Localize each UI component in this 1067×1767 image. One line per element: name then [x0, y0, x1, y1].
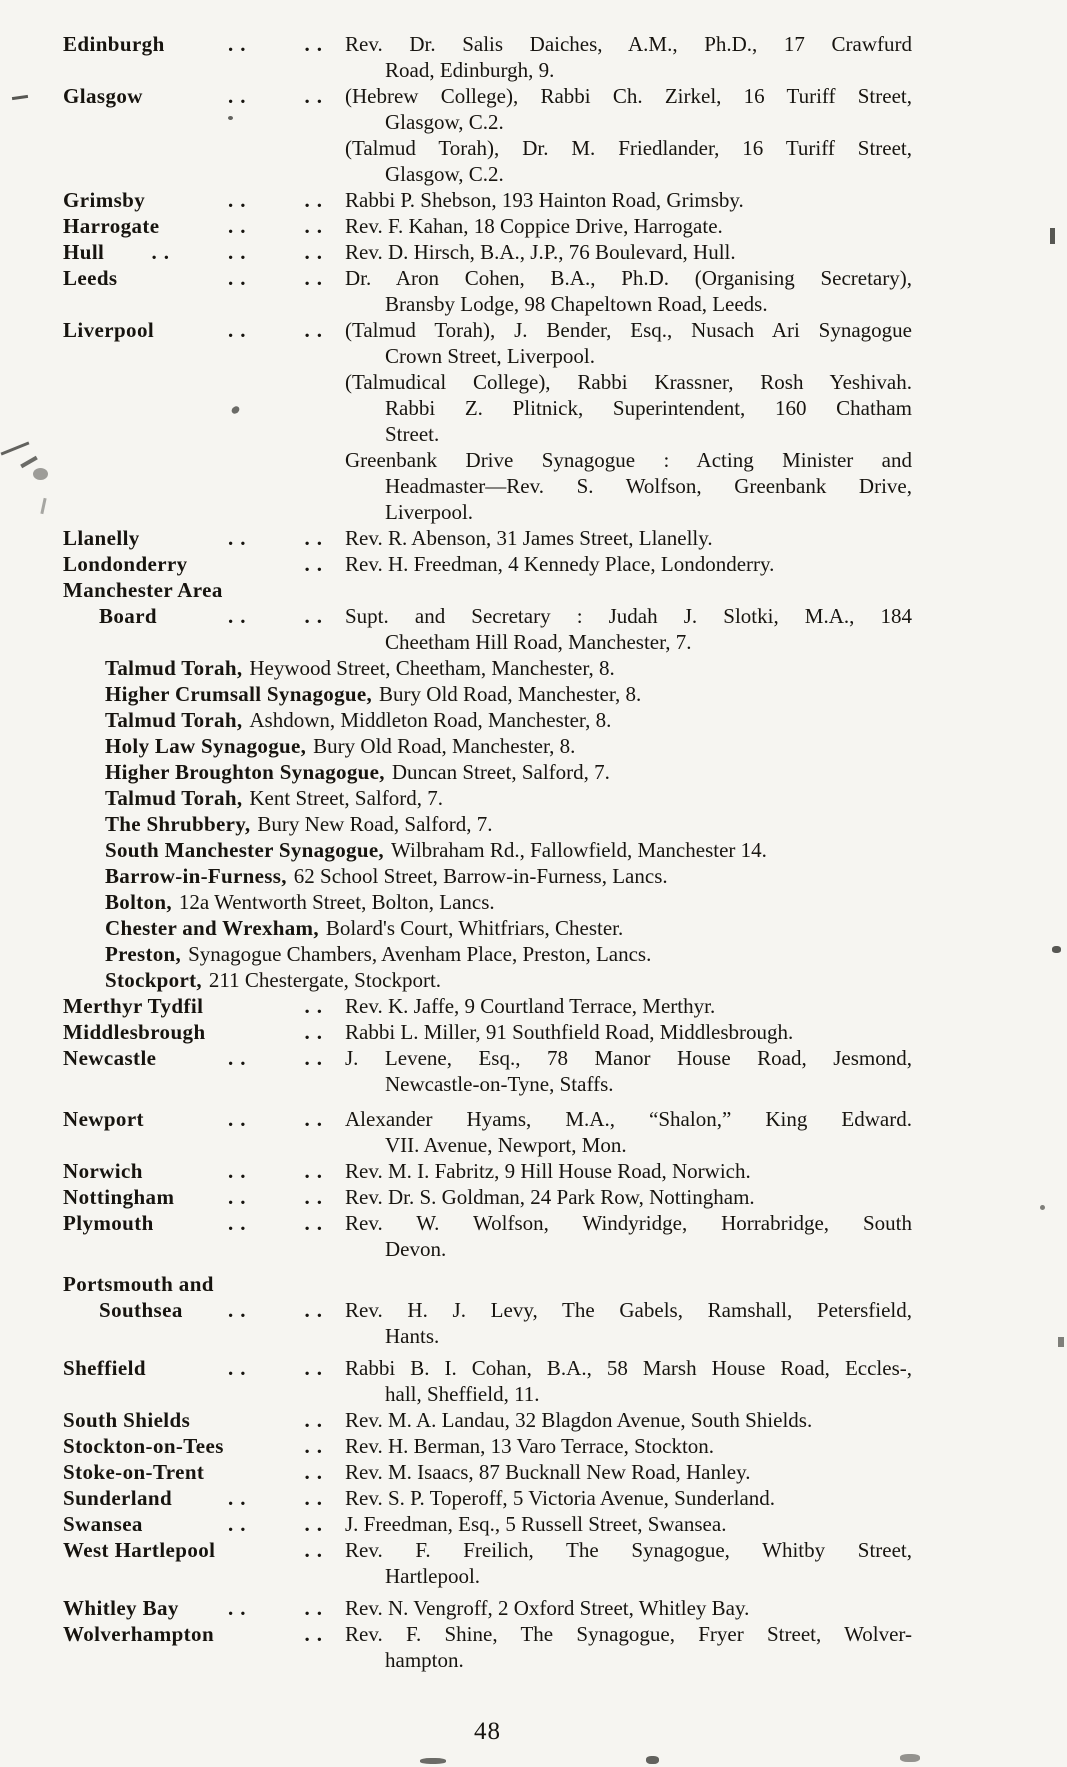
entry-detail-cell: [345, 1106, 912, 1158]
scan-artifact: [1040, 1205, 1045, 1210]
leader-dot-pair: ..: [304, 1596, 329, 1620]
directory-entry: [63, 187, 912, 213]
leader-dots: [143, 1511, 345, 1537]
scan-artifact: [1052, 946, 1061, 953]
leader-dots: [179, 1595, 345, 1621]
subentry-address: Bury New Road, Salford, 7.: [257, 812, 493, 836]
leader-dot-pair: ..: [304, 188, 329, 212]
town-name: Llanelly: [63, 526, 140, 550]
leader-dot-pair: ..: [304, 1538, 329, 1562]
town-name: Leeds: [63, 266, 118, 290]
leader-dot-pair: ..: [228, 1512, 253, 1536]
leader-dots: [145, 187, 345, 213]
leader-dot-pair: ..: [228, 604, 253, 628]
leader-dot-pair: ..: [228, 1596, 253, 1620]
directory-subentry: [63, 785, 912, 811]
subentry-address: 62 School Street, Barrow-in-Furness, Lancs.: [293, 864, 668, 888]
entry-detail-cell: [345, 1045, 912, 1097]
town-name: Nottingham: [63, 1185, 175, 1209]
directory-entry: [63, 1271, 912, 1349]
subentry-address: Synagogue Chambers, Avenham Place, Preston, Lancs.: [188, 942, 652, 966]
leader-dots: [174, 1184, 345, 1210]
entry-town-cell: [63, 1158, 345, 1184]
leader-dots: [172, 1485, 345, 1511]
town-name: Edinburgh: [63, 32, 165, 56]
entry-detail-cell: [345, 1485, 912, 1511]
detail-line: Greenbank Drive Synagogue : Acting Minister and: [345, 448, 912, 472]
entry-town-cell: [63, 1355, 345, 1381]
leader-dot-pair: ..: [228, 84, 253, 108]
town-name: Merthyr Tydfil: [63, 994, 204, 1018]
entry-detail-cell: [345, 1184, 912, 1210]
subentry-address: Bury Old Road, Manchester, 8.: [313, 734, 576, 758]
town-name: Whitley Bay: [63, 1596, 179, 1620]
directory-entry: [63, 1045, 912, 1097]
directory-entry: [63, 1459, 912, 1485]
subentry-name: Barrow-in-Furness,: [105, 864, 287, 888]
entry-town-cell: [63, 31, 345, 57]
directory-entry: [63, 993, 912, 1019]
detail-line: Rabbi P. Shebson, 193 Hainton Road, Grimsby.: [345, 188, 744, 212]
town-name: Liverpool: [63, 318, 155, 342]
leader-dots: [143, 83, 345, 109]
detail-line: Rev. H. J. Levy, The Gabels, Ramshall, Petersfield,: [345, 1298, 912, 1322]
scan-artifact: [900, 1754, 920, 1762]
detail-line: Rabbi B. I. Cohan, B.A., 58 Marsh House Road, Eccles-,: [345, 1356, 912, 1380]
entry-detail-cell: [345, 577, 912, 655]
detail-line: Street.: [385, 422, 440, 446]
detail-line: Hants.: [385, 1324, 440, 1348]
directory-entry: [63, 525, 912, 551]
town-name: Swansea: [63, 1512, 143, 1536]
detail-line: Rev. H. Berman, 13 Varo Terrace, Stockton.: [345, 1434, 715, 1458]
subentry-name: Stockport,: [105, 968, 202, 992]
leader-dots: [204, 1459, 345, 1485]
subentry-address: 12a Wentworth Street, Bolton, Lancs.: [178, 890, 495, 914]
entry-town-cell: [63, 1459, 345, 1485]
detail-line: Rev. S. P. Toperoff, 5 Victoria Avenue, Sunderland.: [345, 1486, 776, 1510]
subentry-name: Talmud Torah,: [105, 786, 243, 810]
entry-detail-cell: [345, 1158, 912, 1184]
detail-line: Hartlepool.: [385, 1564, 481, 1588]
subentry-address: Duncan Street, Salford, 7.: [391, 760, 610, 784]
page-number: 48: [474, 1718, 501, 1745]
leader-dot-pair: ..: [228, 188, 253, 212]
entry-town-cell: [63, 577, 345, 629]
leader-dot-pair: ..: [304, 1486, 329, 1510]
leader-dots: [118, 265, 346, 291]
entry-detail-cell: [345, 993, 912, 1019]
directory-subentry: [63, 915, 912, 941]
town-name: Manchester Area: [63, 578, 223, 602]
directory-entry: [63, 83, 912, 187]
town-name: Board: [99, 604, 158, 628]
entry-detail-cell: [345, 525, 912, 551]
entry-town-cell: [63, 187, 345, 213]
detail-line: Liverpool.: [385, 500, 474, 524]
leader-dots: [188, 551, 345, 577]
leader-dot-pair: ..: [304, 214, 329, 238]
directory-entry: [63, 1511, 912, 1537]
entry-town-cell: [63, 993, 345, 1019]
entry-detail-cell: [345, 1621, 912, 1673]
leader-dot-pair: ..: [228, 526, 253, 550]
town-name: South Shields: [63, 1408, 191, 1432]
leader-dot-pair: ..: [228, 240, 253, 264]
town-name: Stockton-on-Tees: [63, 1434, 224, 1458]
leader-dot-pair: ..: [304, 552, 329, 576]
subentry-address: Ashdown, Middleton Road, Manchester, 8.: [249, 708, 612, 732]
leader-dots: [183, 1297, 345, 1323]
entry-town-cell: [63, 1595, 345, 1621]
subentry-name: Higher Crumsall Synagogue,: [105, 682, 373, 706]
entry-detail-cell: [345, 1537, 912, 1589]
leader-dot-pair: ..: [228, 318, 253, 342]
leader-dot-pair: ..: [304, 1185, 329, 1209]
town-name: Londonderry: [63, 552, 188, 576]
leader-dot-pair: ..: [228, 214, 253, 238]
leader-dot-pair: ..: [151, 240, 176, 264]
entry-town-cell: [63, 1019, 345, 1045]
entry-town-cell: [63, 1407, 345, 1433]
directory-entry: [63, 265, 912, 317]
directory-entry: [63, 1485, 912, 1511]
leader-dot-pair: ..: [304, 1159, 329, 1183]
leader-dot-pair: ..: [304, 1408, 329, 1432]
town-name: Newcastle: [63, 1046, 157, 1070]
entry-town-cell: [63, 1210, 345, 1236]
entry-town-cell: [63, 1537, 345, 1563]
detail-line: Rev. M. A. Landau, 32 Blagdon Avenue, South Shields.: [345, 1408, 813, 1432]
scan-artifact: [646, 1756, 659, 1764]
directory-entry: [63, 1019, 912, 1045]
directory-entry: [63, 239, 912, 265]
directory-entry: [63, 317, 912, 525]
entry-detail-cell: [345, 1271, 912, 1349]
leader-dot-pair: ..: [228, 266, 253, 290]
detail-line: hampton.: [385, 1648, 464, 1672]
leader-dot-pair: ..: [304, 1107, 329, 1131]
directory-entry: [63, 1355, 912, 1407]
detail-line: Rev. Dr. Salis Daiches, A.M., Ph.D., 17 Crawfurd: [345, 32, 912, 56]
leader-dots: [215, 1537, 345, 1563]
leader-dots: [165, 31, 345, 57]
leader-dots: [146, 1355, 345, 1381]
leader-dot-pair: ..: [228, 1107, 253, 1131]
entry-detail-cell: [345, 239, 912, 265]
leader-dot-pair: ..: [304, 240, 329, 264]
directory-subentry: [63, 707, 912, 733]
subentry-name: Preston,: [105, 942, 182, 966]
directory-entry: [63, 31, 912, 83]
entry-detail-cell: [345, 187, 912, 213]
detail-line: Rev. M. Isaacs, 87 Bucknall New Road, Hanley.: [345, 1460, 751, 1484]
directory-subentry: [63, 655, 912, 681]
subentry-name: Higher Broughton Synagogue,: [105, 760, 385, 784]
entry-detail-cell: [345, 317, 912, 525]
leader-dots: [156, 1045, 345, 1071]
entry-town-cell: [63, 1485, 345, 1511]
detail-line: Rev. M. I. Fabritz, 9 Hill House Road, Norwich.: [345, 1159, 751, 1183]
scan-artifact: [33, 468, 48, 480]
detail-line: Supt. and Secretary : Judah J. Slotki, M.A., 184: [345, 604, 912, 628]
subentry-address: Bolard's Court, Whitfriars, Chester.: [325, 916, 624, 940]
entry-town-cell: [63, 551, 345, 577]
town-name: Southsea: [99, 1298, 183, 1322]
leader-dot-pair: ..: [304, 1622, 329, 1646]
directory-subentry: [63, 941, 912, 967]
detail-line: Rev. F. Shine, The Synagogue, Fryer Street, Wolver-: [345, 1622, 912, 1646]
directory-entry: [63, 1106, 912, 1158]
detail-line: Dr. Aron Cohen, B.A., Ph.D. (Organising Secretary),: [345, 266, 912, 290]
directory-entry: [63, 1407, 912, 1433]
detail-line: Rev. Dr. S. Goldman, 24 Park Row, Nottingham.: [345, 1185, 755, 1209]
directory-subentry: [63, 681, 912, 707]
detail-line: (Talmud Torah), J. Bender, Esq., Nusach Ari Synagogue: [345, 318, 912, 342]
directory-entry: [63, 1158, 912, 1184]
directory-subentry: [63, 837, 912, 863]
town-name: Plymouth: [63, 1211, 154, 1235]
directory-entry: [63, 551, 912, 577]
detail-line: Bransby Lodge, 98 Chapeltown Road, Leeds.: [385, 292, 768, 316]
entry-detail-cell: [345, 1511, 912, 1537]
leader-dot-pair: ..: [228, 1486, 253, 1510]
town-name: Newport: [63, 1107, 144, 1131]
directory-entry: [63, 1210, 912, 1262]
leader-dots: [190, 1407, 345, 1433]
entry-town-cell: [63, 1271, 345, 1323]
detail-line: Road, Edinburgh, 9.: [385, 58, 555, 82]
entry-detail-cell: [345, 83, 912, 187]
leader-dot-pair: ..: [228, 1298, 253, 1322]
entry-detail-cell: [345, 551, 912, 577]
subentry-address: Wilbraham Rd., Fallowfield, Manchester 14.: [391, 838, 767, 862]
leader-dots: [104, 239, 345, 265]
detail-line: Glasgow, C.2.: [385, 110, 504, 134]
leader-dots: [203, 993, 345, 1019]
leader-dots: [224, 1433, 345, 1459]
detail-line: Newcastle-on-Tyne, Staffs.: [385, 1072, 614, 1096]
subentry-name: Talmud Torah,: [105, 656, 243, 680]
town-name: Grimsby: [63, 188, 146, 212]
directory-subentry: [63, 889, 912, 915]
detail-line: Rev. W. Wolfson, Windyridge, Horrabridge, South: [345, 1211, 912, 1235]
leader-dot-pair: ..: [228, 1211, 253, 1235]
entry-detail-cell: [345, 1210, 912, 1262]
town-name-line2: [63, 603, 345, 629]
leader-dots: [214, 1621, 345, 1647]
directory-entry: [63, 1184, 912, 1210]
town-name: Glasgow: [63, 84, 143, 108]
detail-line: Rev. N. Vengroff, 2 Oxford Street, Whitley Bay.: [345, 1596, 750, 1620]
entry-town-cell: [63, 239, 345, 265]
entry-detail-cell: [345, 1459, 912, 1485]
leader-dot-pair: ..: [304, 32, 329, 56]
leader-dot-pair: ..: [304, 994, 329, 1018]
detail-line: VII. Avenue, Newport, Mon.: [385, 1133, 627, 1157]
subentry-address: Heywood Street, Cheetham, Manchester, 8.: [249, 656, 615, 680]
entry-detail-cell: [345, 1595, 912, 1621]
scan-artifact: [420, 1758, 446, 1764]
town-name: Wolverhampton: [63, 1622, 215, 1646]
entry-town-cell: [63, 83, 345, 109]
scan-artifact: [1050, 228, 1055, 244]
town-name: Hull: [63, 240, 105, 264]
leader-dot-pair: ..: [304, 1046, 329, 1070]
subentry-address: 211 Chestergate, Stockport.: [208, 968, 442, 992]
entry-detail-cell: [345, 1433, 912, 1459]
entry-town-cell: [63, 525, 345, 551]
subentry-address: Kent Street, Salford, 7.: [249, 786, 443, 810]
leader-dots: [144, 1106, 345, 1132]
subentry-name: Talmud Torah,: [105, 708, 243, 732]
town-name: Sheffield: [63, 1356, 146, 1380]
directory-entry: [63, 1621, 912, 1673]
directory-subentry: [63, 863, 912, 889]
leader-dot-pair: ..: [228, 1159, 253, 1183]
entry-detail-cell: [345, 31, 912, 83]
entry-detail-cell: [345, 265, 912, 317]
leader-dot-pair: ..: [228, 1046, 253, 1070]
leader-dot-pair: ..: [304, 1460, 329, 1484]
leader-dot-pair: ..: [304, 1020, 329, 1044]
directory-subentry: [63, 967, 912, 993]
leader-dot-pair: ..: [304, 604, 329, 628]
detail-line: hall, Sheffield, 11.: [385, 1382, 540, 1406]
leader-dot-pair: ..: [304, 1434, 329, 1458]
directory-subentry: [63, 811, 912, 837]
town-name: West Hartlepool: [63, 1538, 216, 1562]
entry-town-cell: [63, 317, 345, 343]
town-name: Middlesbrough: [63, 1020, 206, 1044]
scan-artifact: [1058, 1337, 1064, 1347]
leader-dots: [160, 213, 345, 239]
directory-list: [63, 31, 912, 1673]
directory-subentry: [63, 759, 912, 785]
detail-line: Cheetham Hill Road, Manchester, 7.: [385, 630, 692, 654]
detail-line: (Hebrew College), Rabbi Ch. Zirkel, 16 Turiff Street,: [345, 84, 912, 108]
leader-dot-pair: ..: [304, 1211, 329, 1235]
entry-town-cell: [63, 213, 345, 239]
subentry-name: Chester and Wrexham,: [105, 916, 319, 940]
detail-line: Glasgow, C.2.: [385, 162, 504, 186]
leader-dots: [157, 603, 345, 629]
entry-town-cell: [63, 1045, 345, 1071]
subentry-address: Bury Old Road, Manchester, 8.: [379, 682, 642, 706]
entry-town-cell: [63, 1433, 345, 1459]
leader-dot-pair: ..: [304, 1356, 329, 1380]
entry-town-cell: [63, 265, 345, 291]
directory-subentry: [63, 733, 912, 759]
town-name: Sunderland: [63, 1486, 173, 1510]
detail-line: Rev. R. Abenson, 31 James Street, Llanelly.: [345, 526, 713, 550]
directory-entry: [63, 213, 912, 239]
entry-town-cell: [63, 1511, 345, 1537]
town-name: Harrogate: [63, 214, 160, 238]
entry-town-cell: [63, 1106, 345, 1132]
entry-detail-cell: [345, 213, 912, 239]
leader-dot-pair: ..: [304, 526, 329, 550]
detail-line: Rabbi Z. Plitnick, Superintendent, 160 Chatham: [385, 396, 912, 420]
directory-entry: [63, 1433, 912, 1459]
entry-town-cell: [63, 1184, 345, 1210]
leader-dots: [154, 317, 345, 343]
detail-line: Rabbi L. Miller, 91 Southfield Road, Middlesbrough.: [345, 1020, 794, 1044]
subentry-name: Bolton,: [105, 890, 172, 914]
entry-detail-cell: [345, 1355, 912, 1407]
detail-line: Rev. D. Hirsch, B.A., J.P., 76 Boulevard, Hull.: [345, 240, 736, 264]
entry-detail-cell: [345, 1407, 912, 1433]
leader-dot-pair: ..: [304, 266, 329, 290]
leader-dots: [206, 1019, 345, 1045]
leader-dot-pair: ..: [228, 1356, 253, 1380]
town-name: Stoke-on-Trent: [63, 1460, 205, 1484]
directory-entry: [63, 577, 912, 655]
scan-artifact: [228, 116, 233, 120]
detail-line: Rev. F. Kahan, 18 Coppice Drive, Harrogate.: [345, 214, 723, 238]
directory-entry: [63, 1537, 912, 1589]
leader-dot-pair: ..: [304, 84, 329, 108]
detail-line: Headmaster—Rev. S. Wolfson, Greenbank Drive,: [385, 474, 912, 498]
detail-line: (Talmud Torah), Dr. M. Friedlander, 16 Turiff Street,: [345, 136, 912, 160]
leader-dots: [140, 525, 345, 551]
detail-line: Crown Street, Liverpool.: [385, 344, 595, 368]
leader-dot-pair: ..: [304, 318, 329, 342]
detail-line: Rev. F. Freilich, The Synagogue, Whitby Street,: [345, 1538, 912, 1562]
entry-town-cell: [63, 1621, 345, 1647]
leader-dots: [143, 1158, 345, 1184]
town-name: Norwich: [63, 1159, 143, 1183]
subentry-name: The Shrubbery,: [105, 812, 251, 836]
leader-dot-pair: ..: [228, 32, 253, 56]
detail-line: J. Freedman, Esq., 5 Russell Street, Swansea.: [345, 1512, 727, 1536]
leader-dot-pair: ..: [228, 1185, 253, 1209]
detail-line: Alexander Hyams, M.A., “Shalon,” King Edward.: [345, 1107, 912, 1131]
town-name: Portsmouth and: [63, 1272, 214, 1296]
leader-dot-pair: ..: [304, 1298, 329, 1322]
town-name-line2: [63, 1297, 345, 1323]
detail-line: J. Levene, Esq., 78 Manor House Road, Jesmond,: [345, 1046, 912, 1070]
entry-detail-cell: [345, 1019, 912, 1045]
subentry-name: Holy Law Synagogue,: [105, 734, 307, 758]
subentry-name: South Manchester Synagogue,: [105, 838, 384, 862]
directory-entry: [63, 1595, 912, 1621]
leader-dots: [154, 1210, 345, 1236]
detail-line: (Talmudical College), Rabbi Krassner, Rosh Yeshivah.: [345, 370, 912, 394]
detail-line: Rev. K. Jaffe, 9 Courtland Terrace, Merthyr.: [345, 994, 716, 1018]
detail-line: Devon.: [385, 1237, 447, 1261]
detail-line: Rev. H. Freedman, 4 Kennedy Place, Londonderry.: [345, 552, 775, 576]
leader-dot-pair: ..: [304, 1512, 329, 1536]
